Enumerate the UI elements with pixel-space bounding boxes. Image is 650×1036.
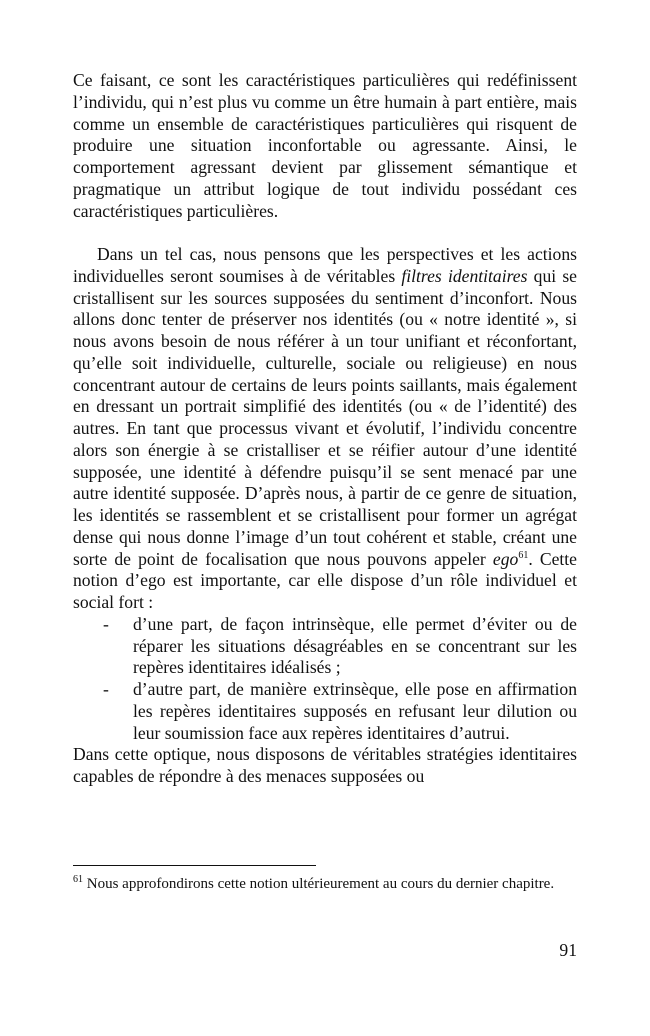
footnote-reference[interactable]: 61 [518,549,529,561]
italic-term-filtres-identitaires: filtres identitaires [401,265,528,286]
paragraph-2-text-c: . Cette notion d’ego est importante, car elle dispose d’un rôle individuel et social fort : [73,548,577,612]
page-number: 91 [559,940,577,960]
italic-term-ego: ego [492,548,519,569]
footnote-text: Nous approfondirons cette notion ultérieurement au cours du dernier chapitre. [83,876,555,892]
footnote [73,874,577,895]
paragraph-2-text-b: qui se cristallisent sur les sources supposées du sentiment d’inconfort. Nous allons donc tenter de préserver nos identités (ou « notre identité », si nous avons besoin de nous référer à un tour unifiant et réconfortant, qu’elle soit individuelle, culturelle, sociale ou religieuse) en nous concentrant autour de certains de leurs points saillants, mais également en dressant un portrait simplifié des identités (ou « de l’identité) des autres. En tant que processus vivant et évolutif, l’individu concentre alors son énergie à se cristalliser et se réifier autour d’une identité supposée, une identité à défendre puisqu’il se sent menacé par une autre identité supposée. D’après nous, à partir de ce genre de situation, les identités se rassemblent et se cristallisent pour former un agrégat dense qui nous donne l’image d’un tout cohérent et stable, créant une sorte de point de focalisation que nous pouvons appeler [73,265,577,569]
paragraph-2-text-a: Dans un tel cas, nous pensons que les perspectives et les actions individuelles seront soumises à de véritables [73,244,577,286]
closing-paragraph: Dans cette optique, nous disposons de véritables stratégies identitaires capables de répondre à des menaces supposées ou [73,744,577,786]
footnote-separator [73,865,316,866]
list-item-text: d’autre part, de manière extrinsèque, elle pose en affirmation les repères identitaires supposés en refusant leur dilution ou leur soumission face aux repères identitaires d’autrui. [133,679,577,743]
page-body [73,70,577,788]
dash-bullet-icon: - [103,679,109,699]
list-item [73,679,577,744]
paragraph-2 [73,244,577,614]
dash-bullet-icon: - [103,613,109,634]
list-item-text: d’une part, de façon intrinsèque, elle permet d’éviter ou de réparer les situations désagréables en se concentrant sur les repères identitaires idéalisés ; [133,613,577,678]
bullet-list [73,614,577,745]
paragraph-1: Ce faisant, ce sont les caractéristiques particulières qui redéfinissent l’individu, qui n’est plus vu comme un être humain à part entière, mais comme un ensemble de caractéristiques particulières qui risquent de produire une situation inconfortable ou agressante. Ainsi, le comportement agressant devient par glissement sémantique et pragmatique un attribut logique de tout individu possédant ces caractéristiques particulières. [73,70,577,221]
footnote-number: 61 [73,874,83,885]
list-item [73,614,577,679]
